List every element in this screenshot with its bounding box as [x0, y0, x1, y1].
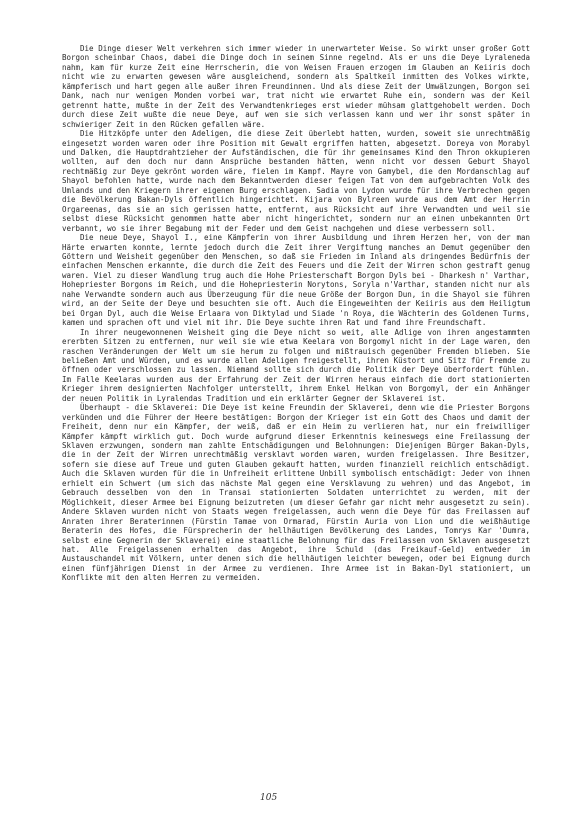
paragraph: Die neue Deye, Shayol I., eine Kämpferin von ihrer Ausbildung und ihrem Herzen her, von der man Härte erwarten konnte, lernte jedoch durch die Zeit ihrer Vergiftung manches an Demut gegenüber den Göttern und Weisheit gegenüber den Menschen, so daß sie Frieden im Inland als dringendes Bedürfnis der einfachen Menschen erkannte, die durch die Zeit des Feuers und die Zeit der Wirren schon gestraft genug waren. Viel zu dieser Wandlung trug auch die Hohe Priesterschaft Borgon Dyls bei - Dharkesh n' Varthar, Hohepriester Borgons im Reich, und die Hohepriesterin Norytons, Soryla n'Varthar, standen nicht nur als nahe Verwandte sondern auch aus Überzeugung für die neue Größe der Borgon Dun, in die Shayol sie führen wird, an der Seite der Deye und besuchten sie oft. Auch die Eingeweihten der Keiiris aus dem Heiligtum bei Organ Dyl, auch die Weise Erlaara von Diktylad und Siade 'n Roya, die Wächterin des Goldenen Turms, kamen und sprachen oft und viel mit ihr. Die Deye suchte ihren Rat und fand ihre Freundschaft.: [62, 233, 530, 328]
paragraph: In ihrer neugewonnenen Weisheit ging die Deye nicht so weit, alle Adlige von ihren angestammten ererbten Sitzen zu entfernen, nur weil sie wie etwa Keelara von Borgomyl nicht in der Lage waren, den raschen Veränderungen der Welt um sie herum zu folgen und mißtrauisch gegenüber Fremden blieben. Sie beließen Amt und Würden, und es wurde allen Adeligen freigestellt, ihren Küstort und Sitz für Fremde zu öffnen oder verschlossen zu lassen. Niemand sollte sich durch die Politik der Deye überfordert fühlen. Im Falle Keelaras wurden aus der Erfahrung der Zeit der Wirren heraus einfach die dort stationierten Krieger ihrem designierten Nachfolger unterstellt, ihrem Enkel Helkan von Borgomyl, der ein Anhänger der neuen Politik in Lyralendas Tradition und ein erklärter Gegner der Sklaverei ist.: [62, 327, 530, 403]
document-body: [62, 44, 530, 583]
paragraph: Überhaupt - die Sklaverei: Die Deye ist keine Freundin der Sklaverei, denn wie die Priester Borgons verkünden und die Führer der Heere bestätigen: Borgon der Krieger ist ein Gott des Chaos und damit der Freiheit, denn nur ein Kämpfer, der weiß, daß er ein Heim zu verlieren hat, nur ein freiwilliger Kämpfer kämpft wirklich gut. Doch wurde aufgrund dieser Erkenntnis keineswegs eine Freilassung der Sklaven erzwungen, sondern man zahlte Entschädigungen und Belohnungen: Diejenigen Bürger Bakan-Dyls, die in der Zeit der Wirren unrechtmäßig versklavt worden waren, wurden freigelassen. Ihre Besitzer, sofern sie diese auf Treue und guten Glauben gekauft hatten, wurden finanziell reichlich entschädigt. Auch die Sklaven wurden für die in Unfreiheit erlittene Unbill symbolisch entschädigt: Jeder von ihnen erhielt ein Schwert (um sich das nächste Mal gegen eine Versklavung zu wehren) und das Angebot, im Gebrauch desselben von den in Transai stationierten Soldaten unterrichtet zu werden, mit der Möglichkeit, dieser Armee bei Eignung beizutreten (um dieser Gefahr gar nicht mehr ausgesetzt zu sein). Andere Sklaven wurden nicht von Staats wegen freigelassen, auch wenn die Deye für das Freilassen auf Anraten ihrer Beraterinnen (Fürstin Tamae von Ormarad, Fürstin Auria von Lion und die weißhäutige Beraterin des Hofes, die Fürsprecherin der hellhäutigen Bevölkerung des Landes, Tomrys Kar 'Dumra, selbst eine Gegnerin der Sklaverei) eine staatliche Belohnung für das Freilassen von Sklaven ausgesetzt hat. Alle Freigelassenen erhalten das Angebot, ihre Schuld (das Freikauf-Geld) entweder im Austauschandel mit Völkern, unter denen sich die hellhäutigen leichter bewegen, oder bei Eignung durch einen fünfjährigen Dienst in der Armee zu verdienen. Ihre Armee ist in Bakan-Dyl stationiert, um Konflikte mit den alten Herren zu vermeiden.: [62, 403, 530, 583]
paragraph: Die Dinge dieser Welt verkehren sich immer wieder in unerwarteter Weise. So wirkt unser großer Gott Borgon scheinbar Chaos, dabei die Dinge doch in seinem Sinne regelnd. Als er uns die Deye Lyraleneda nahm, kam für kurze Zeit eine Herrscherin, die von Weisen Frauen erzogen im Glauben an Keiiris doch nicht wie zu erwarten gewesen wäre ausgleichend, sondern als Spaltkeil inmitten des Volkes wirkte, kämpferisch und hart gegen alle außer ihren Freundinnen. Und als diese Zeit der Umwälzungen, Borgon sei Dank, nach nur wenigen Monden vorbei war, trat nicht wie erwartet Ruhe ein, sondern was der Keil getrennt hatte, mußte in der Zeit des Verwandtenkrieges erst wieder mühsam glattgehobelt werden. Doch durch diese Zeit wußte die neue Deye, auf wen sie sich verlassen kann und wer ihr sonst später in schwieriger Zeit in den Rücken gefallen wäre.: [62, 44, 530, 129]
paragraph: Die Hitzköpfe unter den Adeligen, die diese Zeit überlebt hatten, wurden, soweit sie unrechtmäßig eingesetzt worden waren oder ihre Position mit Gewalt ergriffen hatten, abgesetzt. Doreya von Morabyl und Dalken, die Hauptdrahtzieher der Aufständischen, die für ihr gemeinsames Kind den Thron okkupieren wollten, auf den doch nur dann Ansprüche bestanden hätten, wenn nicht vor dessen Geburt Shayol rechtmäßig zur Deye gekrönt worden wäre, fielen im Kampf. Mayre von Gamybel, die den Mordanschlag auf Shayol befohlen hatte, wurde nach dem Bekanntwerden dieser feigen Tat von dem aufgebrachten Volk des Umlands und den Kriegern ihrer eigenen Burg erschlagen. Sadia von Lydon wurde für ihre Verbrechen gegen die Bevölkerung Bakan-Dyls öffentlich hingerichtet. Kijara von Bylreen wurde aus dem Amt der Herrin Orgareenas, das sie an sich gerissen hatte, entfernt, aus Rücksicht auf ihre Verwandten und weil sie selbst diese Rücksicht genommen hatte aber nicht hingerichtet, sondern nur an einen unbekannten Ort verbannt, wo sie ihrer Begabung mit der Feder und dem Geist nachgehen und diese verbessern soll.: [62, 129, 530, 233]
page-number: 105: [260, 793, 278, 803]
